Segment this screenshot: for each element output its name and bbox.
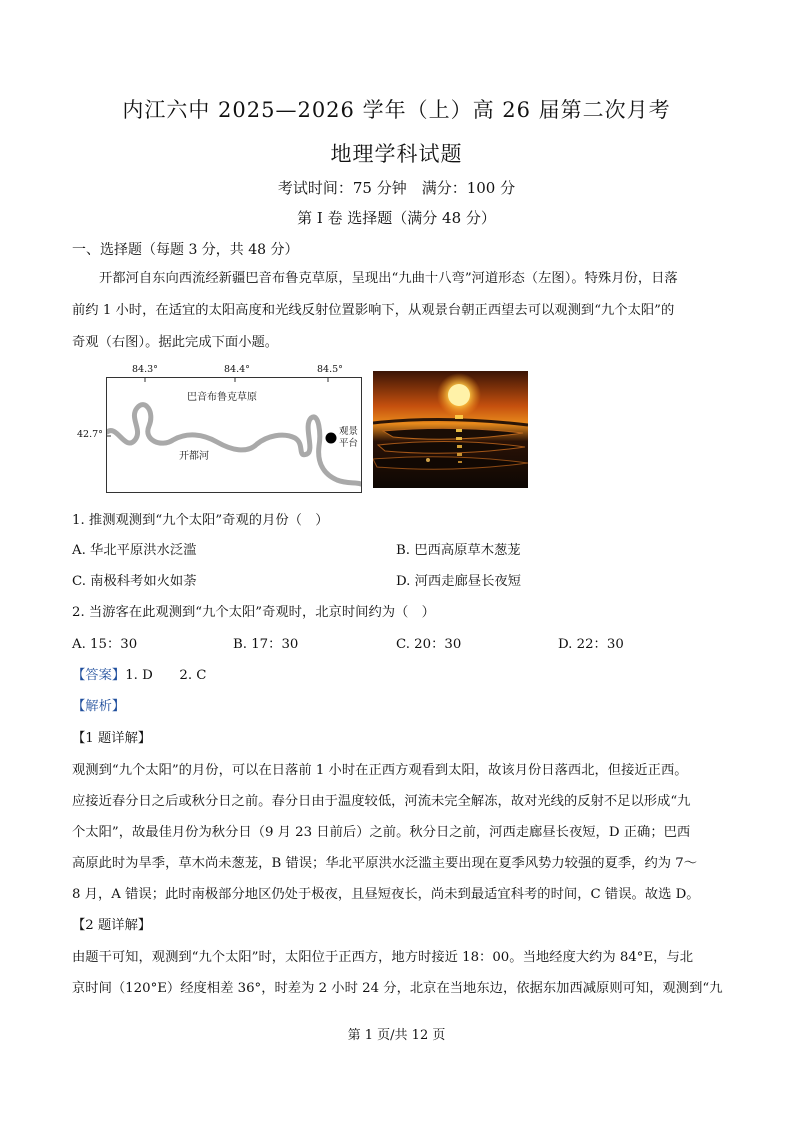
q1-option-d[interactable]: D. 河西走廊昼长夜短 [396,574,522,589]
analysis-line: 由题干可知，观测到“九个太阳”时，太阳位于正西方，地方时接近 18：00。当地经度大约为 84°E，与北 [72,950,694,965]
page-number: 第 1 页/共 12 页 [347,1028,446,1043]
q2-option-c[interactable]: C. 20：30 [396,637,462,652]
question-1-stem: 1. 推测观测到“九个太阳”奇观的月份（ ） [72,513,329,528]
intro-line: 奇观（右图）。据此完成下面小题。 [72,335,279,350]
intro-line: 开都河自东向西流经新疆巴音布鲁克草原，呈现出“九曲十八弯”河道形态（左图）。特殊月份，日落 [99,271,678,286]
section-heading: 一、选择题（每题 3 分，共 48 分） [72,242,299,258]
exam-title: 内江六中 2025—2026 学年（上）高 26 届第二次月考 [122,98,671,122]
q2-option-d[interactable]: D. 22：30 [558,637,624,652]
exam-info: 考试时间：75 分钟 满分：100 分 [277,179,516,197]
intro-line: 前约 1 小时，在适宜的太阳高度和光线反射位置影响下，从观景台朝正西望去可以观测到“九个太阳”的 [72,303,675,318]
q2-option-b[interactable]: B. 17：30 [233,637,299,652]
analysis-label: 【解析】 [72,699,126,714]
q1-option-c[interactable]: C. 南极科考如火如荼 [72,574,197,589]
analysis-line: 个太阳”，故最佳月份为秋分日（9 月 23 日前后）之前。秋分日之前，河西走廊昼长夜短，D 正确；巴西 [72,825,691,840]
lon-label: 84.5° [317,364,343,375]
analysis-line: 观测到“九个太阳”的月份，可以在日落前 1 小时在正西方观看到太阳，故该月份日落西北，但接近正西。 [72,763,688,778]
question-2-stem: 2. 当游客在此观测到“九个太阳”奇观时，北京时间约为（ ） [72,605,435,620]
q1-analysis-heading: 【1 题详解】 [72,731,152,746]
q1-option-b[interactable]: B. 巴西高原草木葱茏 [396,543,521,558]
q1-option-a[interactable]: A. 华北平原洪水泛滥 [72,543,197,558]
nine-suns-photo [373,371,528,488]
volume-heading: 第 I 卷 选择题（满分 48 分） [297,209,496,227]
analysis-line: 8 月，A 错误；此时南极部分地区仍处于极夜，且昼短夜长，尚未到最适宜科考的时间，C 错误。故选 D。 [72,887,700,902]
answer-text: 1. D 2. C [125,668,207,683]
river-map [106,377,362,493]
analysis-line: 京时间（120°E）经度相差 36°，时差为 2 小时 24 分，北京在当地东边，依据东加西减原则可知，观测到“九 [72,981,723,996]
q2-option-a[interactable]: A. 15：30 [72,637,138,652]
subject-title: 地理学科试题 [330,142,463,166]
nine-suns-photo-svg [373,371,528,488]
kaidu-river [107,405,361,484]
lon-label: 84.4° [224,364,250,375]
platform-label: 观景 平台 [339,426,359,449]
sun [448,384,470,406]
viewing-platform-marker [326,433,337,444]
analysis-line: 应接近春分日之后或秋分日之前。春分日由于温度较低，河流未完全解冻，故对光线的反射不足以形成“九 [72,794,691,809]
lon-label: 84.3° [132,364,158,375]
answer-label: 【答案】 [72,668,126,683]
analysis-line: 高原此时为旱季，草木尚未葱茏，B 错误；华北平原洪水泛滥主要出现在夏季风势力较强的夏季，约为 7～ [72,856,698,871]
lat-label: 42.7° [77,429,103,440]
answer-row [72,666,206,686]
q2-analysis-heading: 【2 题详解】 [72,918,152,933]
region-label: 巴音布鲁克草原 [187,392,257,403]
river-label: 开都河 [179,451,209,462]
